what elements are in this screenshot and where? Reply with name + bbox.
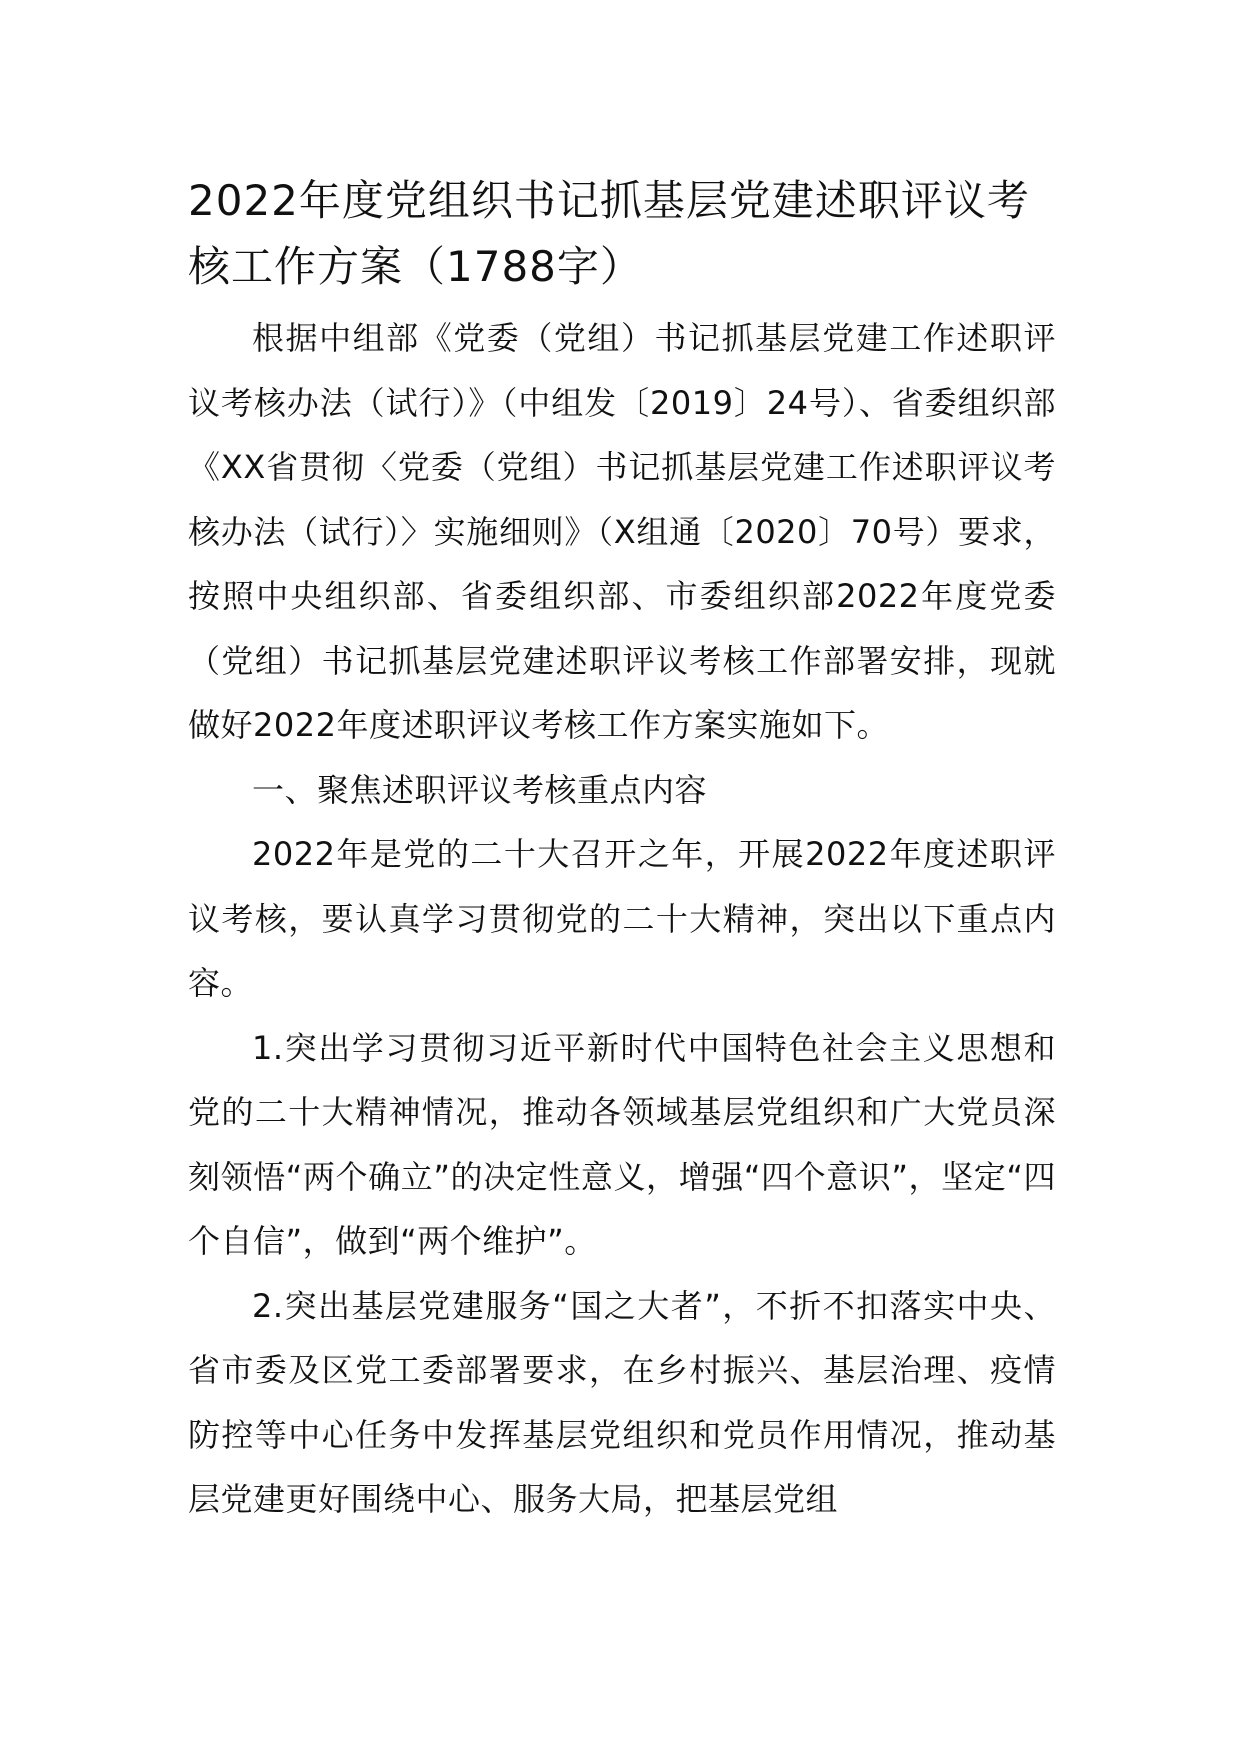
document-title: 2022年度党组织书记抓基层党建述职评议考核工作方案（1788字） [188,176,1030,291]
paragraph-item-2: 2.突出基层党建服务“国之大者”，不折不扣落实中央、省市委及区党工委部署要求，在乡村振兴、基层治理、疫情防控等中心任务中发挥基层党组织和党员作用情况，推动基层党建更好围绕中心、服务大局，把基层党组 [188,1286,1056,1518]
section-heading-1: 一、聚焦述职评议考核重点内容 [252,770,708,809]
paragraph-section-1-intro: 2022年是党的二十大召开之年，开展2022年度述职评议考核，要认真学习贯彻党的二十大精神，突出以下重点内容。 [188,835,1056,1002]
paragraph-item-1: 1.突出学习贯彻习近平新时代中国特色社会主义思想和党的二十大精神情况，推动各领域基层党组织和广大党员深刻领悟“两个确立”的决定性意义，增强“四个意识”，坚定“四个自信”，做到“两个维护”。 [188,1028,1056,1260]
document-page [188,168,1056,1532]
paragraph-intro: 根据中组部《党委（党组）书记抓基层党建工作述职评议考核办法（试行）》（中组发〔2019〕24号）、省委组织部《XX省贯彻〈党委（党组）书记抓基层党建工作述职评议考核办法（试行）〉实施细则》（X组通〔2020〕70号）要求，按照中央组织部、省委组织部、市委组织部2022年度党委（党组）书记抓基层党建述职评议考核工作部署安排，现就做好2022年度述职评议考核工作方案实施如下。 [188,319,1056,744]
